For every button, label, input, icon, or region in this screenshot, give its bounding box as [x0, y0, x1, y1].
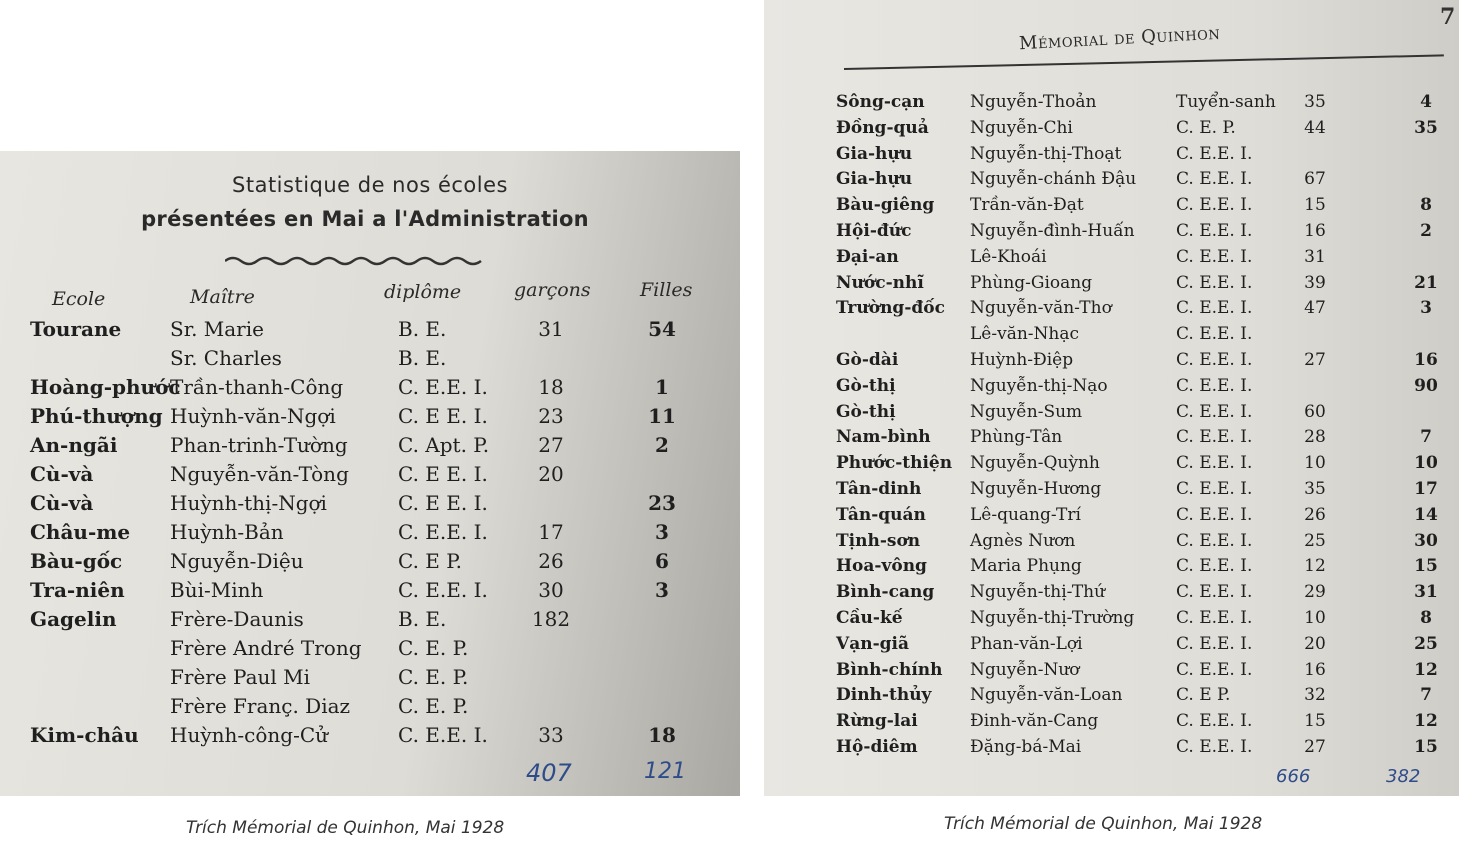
boys-cell: 32 — [1304, 685, 1326, 706]
master-cell: Nguyễn-thị-Nạo — [970, 375, 1108, 396]
master-cell: Lê-Khoái — [970, 246, 1047, 267]
girls-cell: 1 — [655, 375, 669, 399]
table-row — [0, 462, 740, 490]
table-row — [764, 479, 1459, 507]
left-document-photo — [0, 151, 740, 796]
diploma-cell: C. E.E. I. — [1176, 401, 1253, 422]
header-rule — [844, 54, 1444, 70]
girls-cell: 7 — [1420, 685, 1432, 706]
girls-cell: 25 — [1414, 633, 1438, 654]
boys-cell: 31 — [538, 317, 564, 341]
table-row — [0, 404, 740, 432]
table-row — [764, 660, 1459, 688]
school-cell: Bàu-giêng — [836, 195, 935, 216]
master-cell: Trần-thanh-Công — [170, 375, 344, 399]
boys-cell: 16 — [1304, 221, 1326, 241]
master-cell: Phùng-Gioang — [970, 272, 1093, 293]
diploma-cell: C. E.E. I. — [398, 520, 488, 544]
master-cell: Sr. Charles — [170, 346, 282, 370]
boys-cell: 10 — [1304, 453, 1326, 474]
school-cell: Sông-cạn — [836, 92, 925, 112]
diploma-cell: C. E.E. I. — [1176, 298, 1253, 319]
table-row — [764, 737, 1459, 765]
master-cell: Huỳnh-Bản — [170, 520, 284, 544]
boys-cell: 35 — [1304, 92, 1326, 112]
school-cell: Đại-an — [836, 246, 899, 267]
boys-cell: 28 — [1304, 427, 1326, 448]
table-row — [0, 375, 740, 403]
master-cell: Nguyễn-Nươ — [970, 659, 1080, 680]
table-row — [764, 634, 1459, 662]
master-cell: Phùng-Tân — [970, 427, 1063, 448]
girls-cell: 23 — [648, 491, 676, 515]
diploma-cell: B. E. — [398, 317, 447, 341]
girls-cell: 90 — [1414, 375, 1438, 396]
diploma-cell: C. E. P. — [398, 665, 469, 689]
girls-cell: 12 — [1414, 659, 1438, 680]
table-row — [764, 273, 1459, 301]
table-row — [764, 685, 1459, 713]
diploma-cell: C. E. P. — [398, 636, 469, 660]
table-row — [0, 549, 740, 577]
master-cell: Trần-văn-Đạt — [970, 195, 1084, 216]
diploma-cell: C. E E. I. — [398, 491, 488, 515]
right-document-photo — [764, 0, 1459, 796]
school-cell: Hoa-vông — [836, 556, 927, 577]
boys-cell: 35 — [1304, 479, 1326, 499]
table-subtitle: présentées en Mai a l'Administration — [141, 207, 589, 231]
girls-cell: 31 — [1414, 582, 1438, 603]
girls-cell: 6 — [655, 549, 669, 573]
master-cell: Nguyễn-Quỳnh — [970, 453, 1100, 474]
girls-cell: 15 — [1414, 556, 1438, 577]
column-header-girls: Filles — [640, 279, 693, 301]
diploma-cell: C. E.E. I. — [1176, 659, 1253, 680]
diploma-cell: C. E P. — [1176, 685, 1231, 706]
table-row — [0, 433, 740, 461]
boys-cell: 47 — [1304, 298, 1326, 319]
master-cell: Nguyễn-Diệu — [170, 549, 304, 573]
master-cell: Phan-trinh-Tường — [170, 433, 348, 457]
diploma-cell: C. E.E. I. — [1176, 479, 1253, 499]
school-cell: Kim-châu — [30, 723, 139, 747]
diploma-cell: C. E.E. I. — [1176, 221, 1253, 241]
girls-cell: 15 — [1414, 737, 1438, 757]
girls-cell: 18 — [648, 723, 676, 747]
boys-cell: 20 — [1304, 633, 1326, 654]
school-cell: Phú-thượng — [30, 404, 163, 428]
diploma-cell: B. E. — [398, 346, 447, 370]
diploma-cell: B. E. — [398, 607, 447, 631]
master-cell: Đặng-bá-Mai — [970, 737, 1082, 757]
diploma-cell: C. E.E. I. — [1176, 737, 1253, 757]
table-row — [764, 711, 1459, 739]
school-cell: Vạn-giã — [836, 633, 909, 654]
boys-cell: 39 — [1304, 272, 1326, 293]
table-row — [764, 169, 1459, 197]
diploma-cell: C. E.E. I. — [1176, 375, 1253, 396]
school-cell: Cù-và — [30, 491, 94, 515]
boys-cell: 15 — [1304, 711, 1326, 732]
boys-cell: 31 — [1304, 246, 1326, 267]
master-cell: Nguyễn-Sum — [970, 401, 1083, 422]
master-cell: Nguyễn-thị-Trường — [970, 608, 1135, 628]
school-cell: Cù-và — [30, 462, 94, 486]
girls-cell: 4 — [1420, 92, 1432, 112]
table-row — [764, 144, 1459, 172]
column-header-school: Ecole — [52, 288, 106, 310]
diploma-cell: C. E.E. I. — [1176, 711, 1253, 732]
girls-cell: 8 — [1420, 608, 1432, 628]
table-row — [764, 350, 1459, 378]
school-cell: Nước-nhĩ — [836, 272, 924, 293]
table-row — [0, 520, 740, 548]
school-cell: Nam-bình — [836, 427, 931, 448]
diploma-cell: C. E. P. — [398, 694, 469, 718]
master-cell: Maria Phụng — [970, 556, 1082, 577]
school-cell: Hộ-diêm — [836, 737, 918, 757]
school-cell: Gia-hựu — [836, 169, 913, 190]
diploma-cell: C. E.E. I. — [1176, 246, 1253, 267]
school-cell: Tịnh-sơn — [836, 530, 921, 551]
ornament-divider — [225, 253, 490, 269]
diploma-cell: C. Apt. P. — [398, 433, 490, 457]
master-cell: Huỳnh-công-Cử — [170, 723, 329, 747]
boys-cell: 16 — [1304, 659, 1326, 680]
school-cell: Gò-thị — [836, 375, 896, 396]
boys-cell: 30 — [538, 578, 564, 602]
school-cell: Cầu-kế — [836, 608, 903, 628]
master-cell: Nguyễn-đình-Huấn — [970, 221, 1135, 241]
school-cell: Gò-thị — [836, 401, 896, 422]
table-row — [764, 556, 1459, 584]
master-cell: Nguyễn-Hương — [970, 479, 1102, 499]
school-cell: Hội-đức — [836, 221, 912, 241]
table-row — [764, 221, 1459, 249]
girls-cell: 10 — [1414, 453, 1438, 474]
diploma-cell: C. E.E. I. — [398, 723, 488, 747]
school-cell: An-ngãi — [30, 433, 118, 457]
master-cell: Nguyễn-văn-Loan — [970, 685, 1123, 706]
master-cell: Phan-văn-Lợi — [970, 633, 1083, 654]
master-cell: Agnès Nươn — [970, 530, 1076, 551]
table-row — [764, 402, 1459, 430]
table-row — [764, 376, 1459, 404]
table-row — [764, 582, 1459, 610]
page-number: 7 — [1440, 4, 1456, 30]
master-cell: Bùi-Minh — [170, 578, 264, 602]
school-cell: Gagelin — [30, 607, 117, 631]
boys-cell: 15 — [1304, 195, 1326, 216]
school-cell: Bình-chính — [836, 659, 943, 680]
table-row — [764, 92, 1459, 120]
girls-cell: 54 — [648, 317, 676, 341]
boys-cell: 29 — [1304, 582, 1326, 603]
table-row — [764, 298, 1459, 326]
master-cell: Frère André Trong — [170, 636, 362, 660]
master-cell: Huỳnh-thị-Ngợi — [170, 491, 327, 515]
diploma-cell: Tuyển-sanh — [1176, 92, 1276, 112]
girls-cell: 8 — [1420, 195, 1432, 216]
diploma-cell: C. E.E. I. — [1176, 582, 1253, 603]
girls-cell: 3 — [655, 520, 669, 544]
table-row — [0, 694, 740, 722]
boys-cell: 25 — [1304, 530, 1326, 551]
total-girls: 382 — [1386, 766, 1421, 787]
school-cell: Gò-dài — [836, 350, 899, 370]
girls-cell: 21 — [1414, 272, 1438, 293]
table-row — [0, 665, 740, 693]
diploma-cell: C. E.E. I. — [1176, 633, 1253, 654]
master-cell: Lê-quang-Trí — [970, 504, 1081, 525]
boys-cell: 182 — [531, 607, 571, 631]
school-cell: Tourane — [30, 317, 122, 341]
diploma-cell: C. E.E. I. — [1176, 556, 1253, 577]
master-cell: Huỳnh-văn-Ngợi — [170, 404, 336, 428]
girls-cell: 3 — [655, 578, 669, 602]
girls-cell: 7 — [1420, 427, 1432, 448]
girls-cell: 35 — [1414, 117, 1438, 138]
girls-cell: 11 — [648, 404, 676, 428]
table-row — [764, 531, 1459, 559]
boys-cell: 67 — [1304, 169, 1326, 190]
school-cell: Rừng-lai — [836, 711, 918, 732]
diploma-cell: C. E.E. I. — [1176, 427, 1253, 448]
table-row — [764, 427, 1459, 455]
school-cell: Gia-hựu — [836, 143, 913, 164]
table-row — [764, 247, 1459, 275]
running-head: Mémorial de Quinhon — [1018, 22, 1221, 55]
column-header-master: Maître — [190, 286, 255, 308]
diploma-cell: C. E.E. I. — [1176, 143, 1253, 164]
girls-cell: 17 — [1414, 479, 1438, 499]
table-row — [764, 453, 1459, 481]
master-cell: Nguyễn-Thoản — [970, 92, 1097, 112]
school-cell: Dinh-thủy — [836, 685, 932, 706]
master-cell: Sr. Marie — [170, 317, 264, 341]
master-cell: Đinh-văn-Cang — [970, 711, 1099, 732]
school-cell: Trường-đốc — [836, 298, 945, 319]
diploma-cell: C. E.E. I. — [1176, 453, 1253, 474]
school-cell: Đồng-quả — [836, 117, 929, 138]
diploma-cell: C. E.E. I. — [1176, 530, 1253, 551]
school-cell: Tân-quán — [836, 504, 926, 525]
table-row — [0, 346, 740, 374]
boys-cell: 18 — [538, 375, 564, 399]
table-title: Statistique de nos écoles — [232, 173, 508, 197]
master-cell: Nguyễn-chánh Đậu — [970, 169, 1137, 190]
boys-cell: 60 — [1304, 401, 1326, 422]
girls-cell: 30 — [1414, 530, 1438, 551]
column-header-diploma: diplôme — [384, 281, 462, 303]
school-cell: Phước-thiện — [836, 453, 953, 474]
diploma-cell: C. E. P. — [1176, 117, 1236, 138]
table-row — [764, 324, 1459, 352]
table-row — [764, 118, 1459, 146]
boys-cell: 27 — [1304, 350, 1326, 370]
right-caption: Trích Mémorial de Quinhon, Mai 1928 — [944, 814, 1263, 834]
master-cell: Lê-văn-Nhạc — [970, 324, 1080, 345]
boys-cell: 20 — [538, 462, 564, 486]
girls-cell: 3 — [1420, 298, 1432, 319]
diploma-cell: C. E.E. I. — [1176, 195, 1253, 216]
girls-cell: 14 — [1414, 504, 1438, 525]
master-cell: Nguyễn-văn-Tòng — [170, 462, 349, 486]
girls-cell: 2 — [655, 433, 669, 457]
diploma-cell: C. E E. I. — [398, 404, 488, 428]
diploma-cell: C. E.E. I. — [1176, 272, 1253, 293]
diploma-cell: C. E.E. I. — [1176, 169, 1253, 190]
diploma-cell: C. E P. — [398, 549, 463, 573]
table-row — [764, 505, 1459, 533]
table-row — [0, 578, 740, 606]
diploma-cell: C. E E. I. — [398, 462, 488, 486]
school-cell: Châu-me — [30, 520, 131, 544]
master-cell: Nguyễn-văn-Thơ — [970, 298, 1112, 319]
girls-cell: 2 — [1420, 221, 1432, 241]
school-cell: Bình-cang — [836, 582, 935, 603]
diploma-cell: C. E.E. I. — [398, 375, 488, 399]
table-row — [764, 195, 1459, 223]
boys-cell: 27 — [538, 433, 564, 457]
master-cell: Nguyễn-thị-Thoạt — [970, 143, 1122, 164]
diploma-cell: C. E.E. I. — [1176, 504, 1253, 525]
school-cell: Tra-niên — [30, 578, 125, 602]
school-cell: Hoàng-phước — [30, 375, 181, 399]
boys-cell: 33 — [538, 723, 564, 747]
diploma-cell: C. E.E. I. — [1176, 608, 1253, 628]
total-boys: 407 — [526, 759, 572, 787]
school-cell: Tân-dinh — [836, 479, 922, 499]
master-cell: Huỳnh-Điệp — [970, 350, 1074, 370]
master-cell: Frère Franç. Diaz — [170, 694, 351, 718]
table-row — [0, 607, 740, 635]
table-row — [0, 636, 740, 664]
boys-cell: 27 — [1304, 737, 1326, 757]
boys-cell: 44 — [1304, 117, 1326, 138]
master-cell: Nguyễn-thị-Thứ — [970, 582, 1106, 603]
table-row — [0, 723, 740, 751]
boys-cell: 26 — [538, 549, 564, 573]
left-caption: Trích Mémorial de Quinhon, Mai 1928 — [186, 818, 505, 838]
boys-cell: 26 — [1304, 504, 1326, 525]
diploma-cell: C. E.E. I. — [1176, 324, 1253, 345]
diploma-cell: C. E.E. I. — [398, 578, 488, 602]
diploma-cell: C. E.E. I. — [1176, 350, 1253, 370]
master-cell: Frère Paul Mi — [170, 665, 311, 689]
column-header-boys: garçons — [514, 279, 591, 301]
boys-cell: 17 — [538, 520, 564, 544]
table-row — [764, 608, 1459, 636]
master-cell: Nguyễn-Chi — [970, 117, 1073, 138]
boys-cell: 12 — [1304, 556, 1326, 577]
master-cell: Frère-Daunis — [170, 607, 304, 631]
school-cell: Bàu-gốc — [30, 549, 123, 573]
boys-cell: 23 — [538, 404, 564, 428]
total-girls: 121 — [644, 759, 686, 784]
table-row — [0, 317, 740, 345]
table-row — [0, 491, 740, 519]
total-boys: 666 — [1276, 766, 1311, 787]
boys-cell: 10 — [1304, 608, 1326, 628]
girls-cell: 12 — [1414, 711, 1438, 732]
girls-cell: 16 — [1414, 350, 1438, 370]
